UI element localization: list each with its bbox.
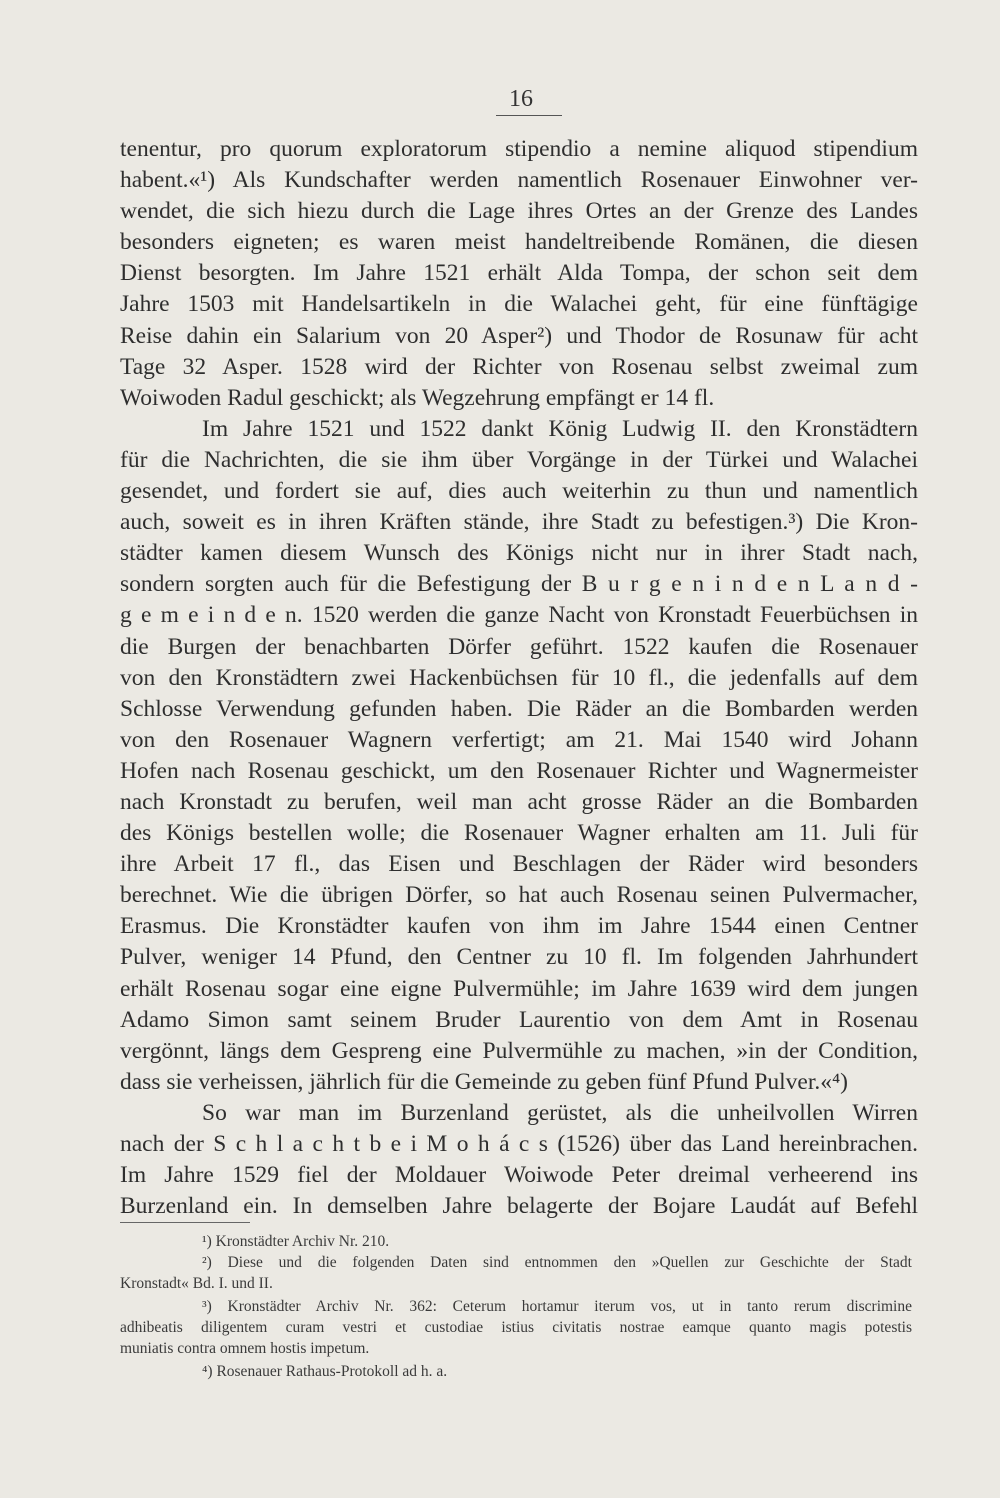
footnote-line: ⁴) Rosenauer Rathaus-Protokoll ad h. a. [202, 1363, 448, 1380]
body-line: die Burgen der benachbarten Dörfer geführt. 1522 kaufen die Rosenauer [120, 633, 918, 660]
body-line: Tage 32 Asper. 1528 wird der Richter von Rosenau selbst zweimal zum [120, 353, 918, 380]
body-line: Adamo Simon samt seinem Bruder Laurentio von dem Amt in Rosenau [120, 1006, 918, 1033]
body-line: tenentur, pro quorum exploratorum stipendio a nemine aliquod stipendium [120, 136, 918, 162]
body-line: Burzenland ein. In demselben Jahre belagerte der Bojare Laudát auf Befehl [120, 1193, 918, 1220]
body-line: sondern sorgten auch für die Befestigung der B u r g e n i n d e n L a n d - [120, 571, 918, 598]
body-line: vergönnt, längs dem Gespreng eine Pulvermühle zu machen, »in der Condition, [120, 1037, 918, 1064]
body-line: wendet, die sich hiezu durch die Lage ihres Ortes an der Grenze des Landes [120, 198, 918, 225]
body-line: Woiwoden Radul geschickt; als Wegzehrung empfängt er 14 fl. [120, 384, 715, 411]
body-line: Dienst besorgten. Im Jahre 1521 erhält Alda Tompa, der schon seit dem [120, 260, 918, 287]
body-line: erhält Rosenau sogar eine eigne Pulvermühle; im Jahre 1639 wird dem jungen [120, 975, 918, 1002]
body-line: städter kamen diesem Wunsch des Königs nicht nur in ihrer Stadt nach, [120, 540, 918, 567]
page-number: 16 [509, 86, 533, 112]
body-line: von den Rosenauer Wagnern verfertigt; am 21. Mai 1540 wird Johann [120, 726, 918, 753]
body-line: Jahre 1503 mit Handelsartikeln in die Walachei geht, für eine fünftägige [120, 291, 918, 318]
body-line: gesendet, und fordert sie auf, dies auch weiterhin zu thun und namentlich [120, 478, 918, 505]
body-line: Im Jahre 1521 und 1522 dankt König Ludwig II. den Kronstädtern [202, 415, 918, 442]
body-line: Schlosse Verwendung gefunden haben. Die Räder an die Bombarden werden [120, 695, 918, 722]
footnotes [120, 1231, 912, 1382]
footnote-line: ³) Kronstädter Archiv Nr. 362: Ceterum hortamur iterum vos, ut in tanto rerum discrimine [202, 1298, 912, 1315]
body-line: des Königs bestellen wolle; die Rosenauer Wagner erhalten am 11. Juli für [120, 820, 918, 847]
body-line: Reise dahin ein Salarium von 20 Asper²) und Thodor de Rosunaw für acht [120, 322, 918, 349]
body-line: von den Kronstädtern zwei Hackenbüchsen für 10 fl., die jedenfalls auf dem [120, 664, 918, 691]
footnote-separator [120, 1222, 250, 1223]
footnote-line: ¹) Kronstädter Archiv Nr. 210. [202, 1233, 390, 1250]
body-line: g e m e i n d e n. 1520 werden die ganze Nacht von Kronstadt Feuerbüchsen in [120, 602, 918, 629]
body-line: nach der S c h l a c h t b e i M o h á c s (1526) über das Land hereinbrachen. [120, 1131, 918, 1157]
body-line: So war man im Burzenland gerüstet, als die unheilvollen Wirren [202, 1099, 918, 1126]
body-line: nach Kronstadt zu berufen, weil man acht grosse Räder an die Bombarden [120, 788, 918, 815]
body-line: für die Nachrichten, die sie ihm über Vorgänge in der Türkei und Walachei [120, 446, 918, 473]
page-number-underline [496, 115, 562, 116]
footnote-line: ²) Diese und die folgenden Daten sind entnommen den »Quellen zur Geschichte der Stadt [202, 1254, 912, 1271]
body-line: Im Jahre 1529 fiel der Moldauer Woiwode Peter dreimal verheerend ins [120, 1162, 918, 1189]
body-line: Hofen nach Rosenau geschickt, um den Rosenauer Richter und Wagnermeister [120, 757, 918, 784]
body-line: auch, soweit es in ihren Kräften stände, ihre Stadt zu befestigen.³) Die Kron- [120, 509, 918, 536]
footnote-line: adhibeatis diligentem curam vestri et custodiae istius civitatis nostrae eamque quanto magis potestis [120, 1319, 912, 1336]
footnote-line: Kronstadt« Bd. I. und II. [120, 1275, 273, 1292]
body-text [120, 134, 918, 1222]
body-line: besonders eigneten; es waren meist handeltreibende Romänen, die diesen [120, 229, 918, 256]
footnote-line: muniatis contra omnem hostis impetum. [120, 1340, 370, 1357]
body-line: Pulver, weniger 14 Pfund, den Centner zu 10 fl. Im folgenden Jahrhundert [120, 944, 918, 971]
body-line: Erasmus. Die Kronstädter kaufen von ihm im Jahre 1544 einen Centner [120, 913, 918, 940]
body-line: ihre Arbeit 17 fl., das Eisen und Beschlagen der Räder wird besonders [120, 851, 918, 878]
body-line: berechnet. Wie die übrigen Dörfer, so hat auch Rosenau seinen Pulvermacher, [120, 882, 918, 909]
body-line: habent.«¹) Als Kundschafter werden namentlich Rosenauer Einwohner ver- [120, 167, 918, 194]
body-line: dass sie verheissen, jährlich für die Gemeinde zu geben fünf Pfund Pulver.«⁴) [120, 1068, 849, 1095]
